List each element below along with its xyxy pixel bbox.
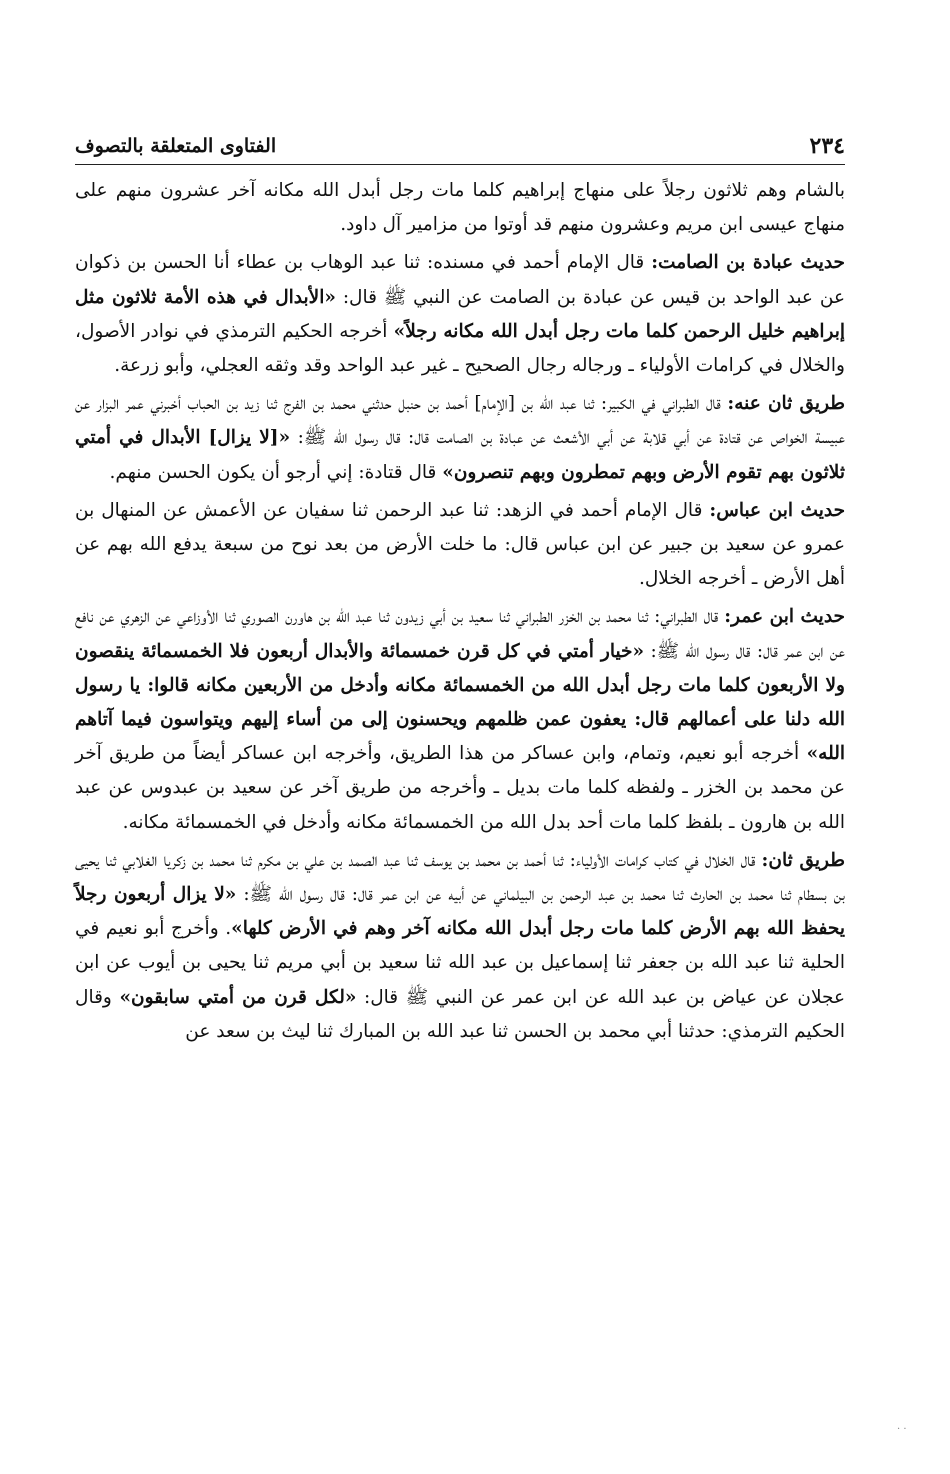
page-number: ٢٣٤ [809, 133, 845, 159]
bold-text-segment: طريق ثان: [761, 849, 845, 871]
page-header [75, 128, 845, 165]
running-title: الفتاوى المتعلقة بالتصوف [75, 135, 277, 157]
text-segment: وقال الحكيم الترمذي: حدثنا أبي محمد بن الحسن ثنا عبد الله بن المبارك ثنا ليث بن سعد عن [75, 986, 845, 1042]
page-body [75, 174, 845, 1053]
paragraph [75, 600, 845, 839]
text-segment: قال الطبراني: ثنا محمد بن الخزر الطبراني ثنا سعيد بن أبي زيدون ثنا عبد الله بن هاورن الصوري ثنا الأوزاعي عن الزهري عن نافع عن ابن عمر قال: قال رسول الله ﷺ: [75, 606, 845, 662]
bold-text-segment: «الأبدال في هذه الأمة ثلاثون مثل إبراهيم خليل الرحمن كلما مات رجل أبدل الله مكانه رجلاً» [75, 286, 845, 342]
text-segment: قال الإمام أحمد في مسنده: ثنا عبد الوهاب بن عطاء أنا الحسن بن ذكوان عن عبد الواحد بن قيس عن عبادة بن الصامت عن النبي ﷺ قال: [75, 252, 845, 308]
bold-text-segment: «لكل قرن من أمتي سابقون» [119, 986, 357, 1008]
text-segment: قال الطبراني في الكبير: ثنا عبد الله بن [الإمام] أحمد بن حنبل حدثني محمد بن الفرج ثنا زيد بن الحباب أخبرني عمر البزار عن عبيسة الخواص عن قتادة عن أبي قلابة عن أبي الأشعث عن عبادة بن الصامت قال: قال رسول الله ﷺ: [75, 393, 845, 449]
text-segment: قال الإمام أحمد في الزهد: ثنا عبد الرحمن ثنا سفيان عن الأعمش عن المنهال بن عمرو عن سعيد بن جبير عن ابن عباس قال: ما خلت الأرض من بعد نوح من سبعة يدفع الله بهم عن أهل الأرض ـ أخرجه الخلال. [75, 499, 845, 590]
text-segment: بالشام وهم ثلاثون رجلاً على منهاج إبراهيم كلما مات رجل أبدل الله مكانه آخر عشرون منهم على منهاج عيسى ابن مريم وعشرون منهم قد أوتوا من مزامير آل داود. [75, 180, 845, 236]
bold-text-segment: طريق ثان عنه: [727, 393, 845, 415]
bold-text-segment: حديث ابن عمر: [724, 606, 845, 628]
paragraph [75, 844, 845, 1049]
text-segment: قال الخلال في كتاب كرامات الأولياء: ثنا أحمد بن محمد بن يوسف ثنا عبد الصمد بن علي بن مكرم ثنا محمد بن زكريا الغلابي ثنا يحيى بن بسطام ثنا محمد بن الحارث ثنا محمد بن عبد الرحمن بن البيلماني عن أبيه عن ابن عمر قال: قال رسول الله ﷺ: [75, 849, 845, 906]
text-segment: أخرجه أبو نعيم، وتمام، وابن عساكر من هذا الطريق، وأخرجه ابن عساكر أيضاً من طريق آخر عن محمد بن الخزر ـ ولفظه كلما مات بديل ـ وأخرجه من طريق آخر عن سعيد بن عبدوس عن عبد الله بن هارون ـ بلفظ كلما مات أحد بدل الله من الخمسمائة مكانه وأدخل في الخمسمائة مكانه. [75, 743, 845, 833]
text-segment: . وأخرج أبو نعيم في الحلية ثنا عبد الله بن جعفر ثنا إسماعيل بن عبد الله ثنا سعيد بن أبي مريم ثنا يحيى بن أيوب عن ابن عجلان عن عياض بن عبد الله عن ابن عمر عن النبي ﷺ قال: [75, 918, 845, 1008]
bold-text-segment: حديث ابن عباس: [709, 499, 846, 521]
bold-text-segment: «خيار أمتي في كل قرن خمسمائة والأبدال أربعون فلا الخمسمائة ينقصون ولا الأربعون كلما مات رجل أبدل الله من الخمسمائة مكانه وأدخل من الأربعين مكانه قالوا: يا رسول الله دلنا على أعمالهم قال: يعفون عمن ظلمهم ويحسنون إلى من أساء إليهم ويتواسون فيما آتاهم الله» [75, 640, 845, 765]
text-segment: أخرجه الحكيم الترمذي في نوادر الأصول، والخلال في كرامات الأولياء ـ ورجاله رجال الصحيح ـ غير عبد الواحد وقد وثقه العجلي، وأبو زرعة. [75, 320, 845, 377]
paragraph [75, 494, 845, 597]
bold-text-segment: «لا يزال أربعون رجلاً يحفظ الله بهم الأرض كلما مات رجل أبدل الله مكانه آخر وهم في الأرض كلها» [75, 884, 846, 940]
paragraph [75, 174, 845, 242]
bold-text-segment: «[لا يزال] الأبدال في أمتي ثلاثون بهم تقوم الأرض وبهم تمطرون وبهم تنصرون» [75, 427, 845, 483]
margin-mark: · · [897, 1424, 907, 1435]
text-segment: قال قتادة: إني أرجو أن يكون الحسن منهم. [109, 461, 443, 483]
paragraph [75, 246, 845, 383]
bold-text-segment: حديث عبادة بن الصامت: [651, 252, 845, 274]
paragraph [75, 387, 845, 490]
